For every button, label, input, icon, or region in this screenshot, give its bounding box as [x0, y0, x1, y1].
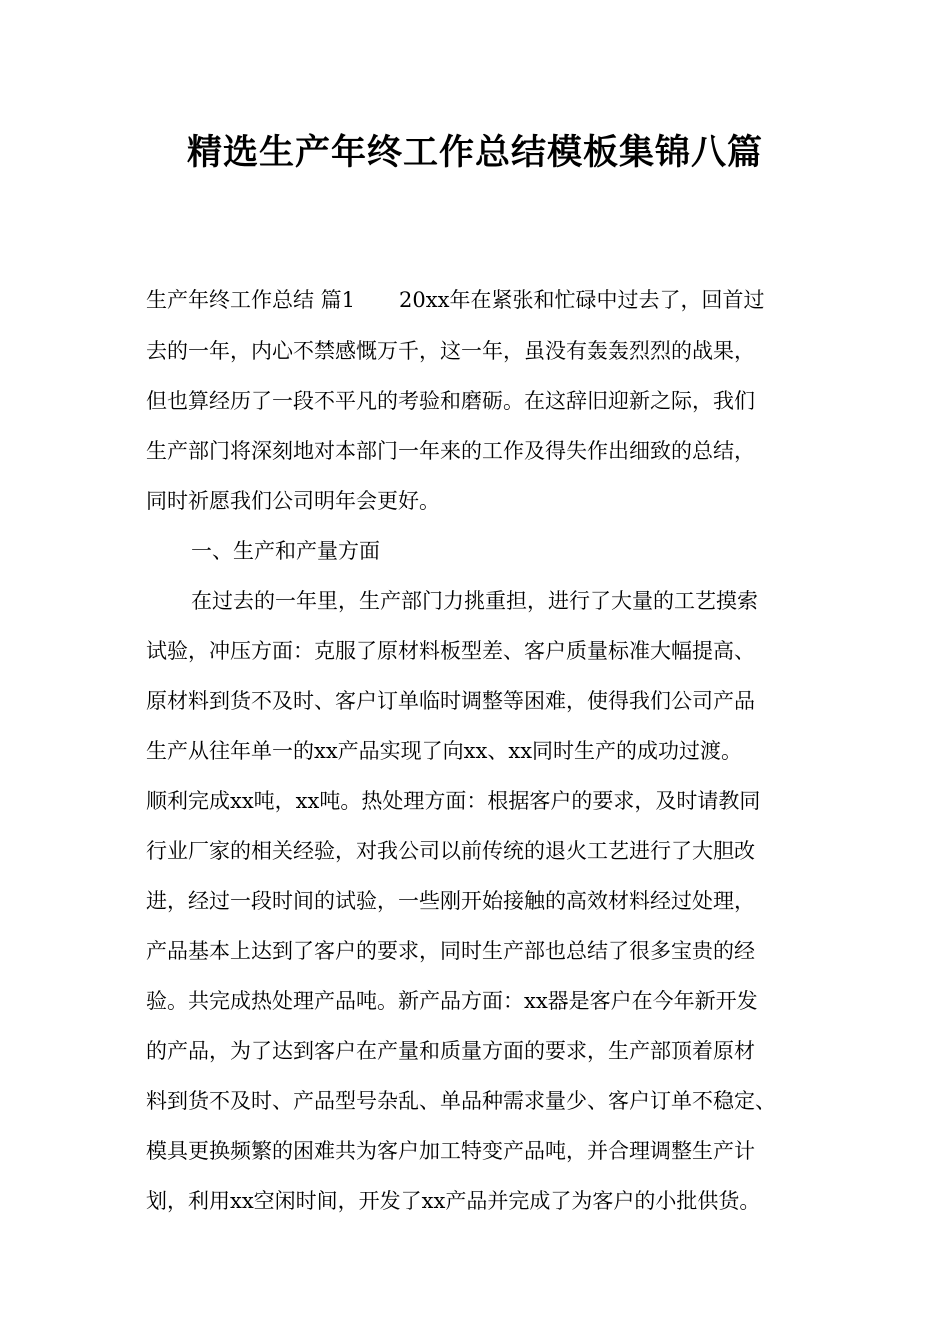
- text-line: 划，利用xx空闲时间，开发了xx产品并完成了为客户的小批供货。: [146, 1189, 761, 1213]
- text-line: 进，经过一段时间的试验，一些刚开始接触的高效材料经过处理，: [146, 889, 755, 913]
- text-line: 验。共完成热处理产品吨。新产品方面：xx器是客户在今年新开发: [146, 989, 758, 1013]
- text-line: 顺利完成xx吨，xx吨。热处理方面：根据客户的要求，及时请教同: [146, 789, 761, 813]
- text-line: 产品基本上达到了客户的要求，同时生产部也总结了很多宝贵的经: [146, 939, 755, 963]
- intro-first-line: [146, 275, 764, 325]
- text-line: 同时祈愿我们公司明年会更好。: [146, 489, 440, 513]
- text-line: 生产从往年单一的xx产品实现了向xx、xx同时生产的成功过渡。: [146, 739, 743, 763]
- document-title: 精选生产年终工作总结模板集锦八篇: [186, 133, 763, 173]
- intro-heading: 生产年终工作总结 篇1: [146, 288, 356, 312]
- text-line: 试验，冲压方面：克服了原材料板型差、客户质量标准大幅提高、: [146, 639, 755, 663]
- text-line: 模具更换频繁的困难共为客户加工特变产品吨，并合理调整生产计: [146, 1139, 755, 1163]
- text-line: 生产部门将深刻地对本部门一年来的工作及得失作出细致的总结，: [146, 439, 755, 463]
- text-line: 但也算经历了一段不平凡的考验和磨砺。在这辞旧迎新之际，我们: [146, 389, 755, 413]
- text-line: 行业厂家的相关经验，对我公司以前传统的退火工艺进行了大胆改: [146, 839, 755, 863]
- intro-text-start: 20xx年在紧张和忙碌中过去了，回首过: [399, 288, 765, 312]
- text-line: 在过去的一年里，生产部门力挑重担，进行了大量的工艺摸索: [191, 589, 758, 613]
- text-line: 去的一年，内心不禁感慨万千，这一年，虽没有轰轰烈烈的战果，: [146, 339, 755, 363]
- text-line: 的产品，为了达到客户在产量和质量方面的要求，生产部顶着原材: [146, 1039, 755, 1063]
- section-heading: 一、生产和产量方面: [191, 539, 380, 563]
- text-line: 原材料到货不及时、客户订单临时调整等困难，使得我们公司产品: [146, 689, 755, 713]
- text-line: 料到货不及时、产品型号杂乱、单品种需求量少、客户订单不稳定、: [146, 1089, 776, 1113]
